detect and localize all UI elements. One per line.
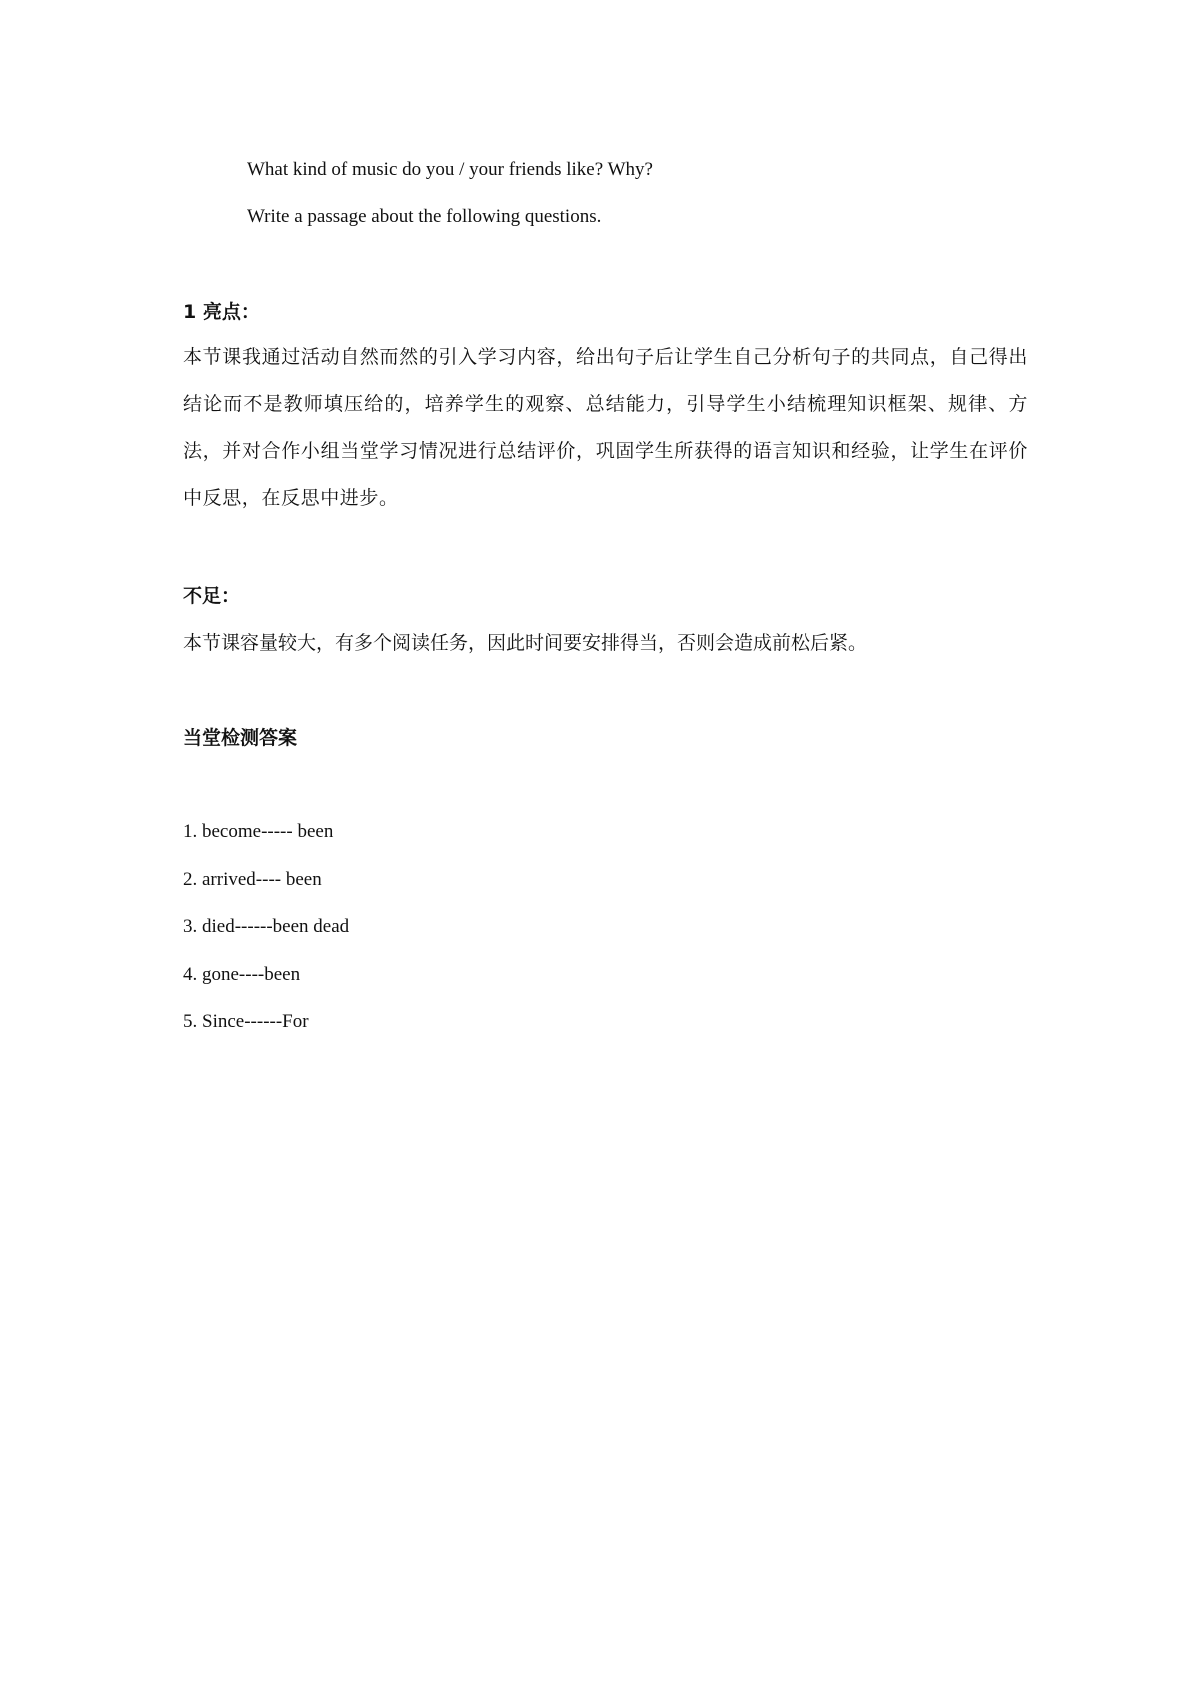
highlights-paragraph: 本节课我通过活动自然而然的引入学习内容，给出句子后让学生自己分析句子的共同点，自己得出结论而不是教师填压给的，培养学生的观察、总结能力，引导学生小结梳理知识框架、规律、方法，并对合作小组当堂学习情况进行总结评价，巩固学生所获得的语言知识和经验，让学生在评价中反思，在反思中进步。 — [183, 346, 1028, 509]
question-line-1: What kind of music do you / your friends like? Why? — [247, 159, 653, 180]
shortcomings-heading: 不足： — [183, 585, 241, 607]
answer-item-2: 2. arrived---- been — [183, 868, 322, 890]
answers-list — [183, 820, 349, 1058]
question-line-2: Write a passage about the following questions. — [247, 206, 602, 227]
answer-item-1: 1. become----- been — [183, 821, 334, 842]
answer-item-5: 5. Since------For — [183, 1011, 309, 1032]
answer-item-3: 3. died------been dead — [183, 916, 350, 937]
answer-item-4: 4. gone----been — [183, 963, 301, 985]
answers-heading: 当堂检测答案 — [183, 727, 298, 749]
highlights-heading: 1 亮点： — [183, 301, 260, 323]
shortcomings-paragraph: 本节课容量较大，有多个阅读任务，因此时间要安排得当，否则会造成前松后紧。 — [183, 632, 868, 654]
